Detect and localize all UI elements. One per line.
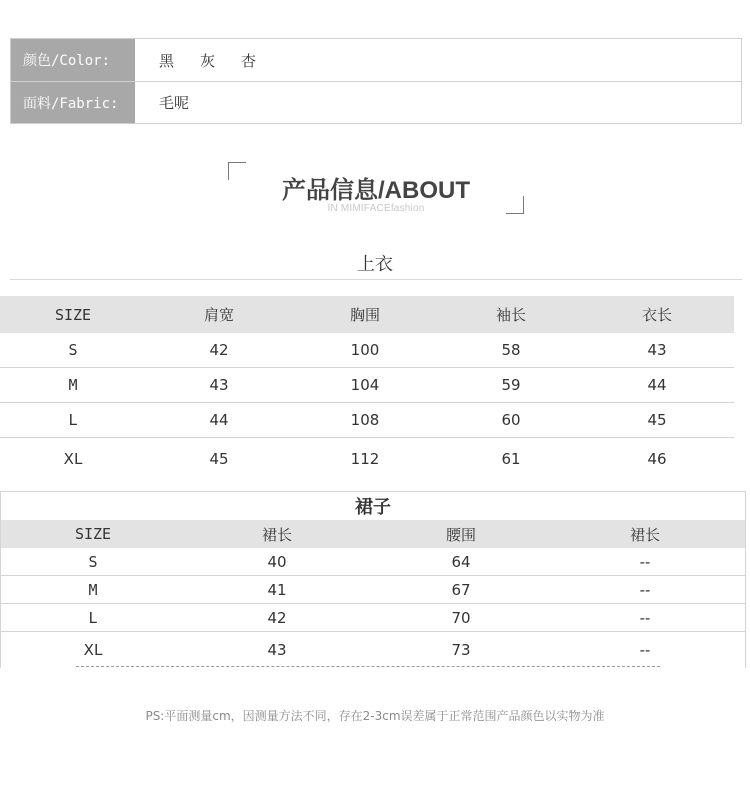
fabric-row bbox=[11, 81, 741, 123]
table-cell: 44 bbox=[647, 376, 667, 394]
table-row bbox=[1, 576, 745, 604]
table-cell: 46 bbox=[647, 450, 667, 468]
header-cell: 腰围 bbox=[445, 525, 476, 544]
table-cell: 64 bbox=[451, 552, 471, 571]
header-cell: 衣长 bbox=[641, 306, 672, 324]
table-row bbox=[0, 438, 734, 480]
table-cell: -- bbox=[639, 641, 651, 659]
top-size-table bbox=[0, 296, 734, 480]
table-cell: 61 bbox=[501, 450, 521, 468]
size-cell: S bbox=[68, 341, 78, 359]
table-cell: -- bbox=[639, 608, 651, 627]
fabric-label: 面料/Fabric: bbox=[11, 82, 135, 123]
table-cell: 43 bbox=[647, 341, 667, 359]
heading-subtitle: IN MIMIFACEfashion bbox=[327, 203, 425, 214]
table-header-row bbox=[1, 520, 745, 548]
header-cell: 袖长 bbox=[495, 306, 526, 324]
header-cell: SIZE bbox=[74, 525, 112, 543]
color-value: 灰 bbox=[200, 51, 216, 70]
divider bbox=[10, 279, 742, 280]
table-cell: 60 bbox=[501, 411, 521, 429]
table-cell: 70 bbox=[451, 608, 471, 627]
table-cell: 45 bbox=[209, 450, 229, 468]
table-row bbox=[1, 548, 745, 576]
table-cell: 112 bbox=[350, 450, 380, 468]
skirt-grid bbox=[1, 520, 745, 668]
size-cell: L bbox=[88, 608, 98, 627]
color-value: 黑 bbox=[159, 51, 175, 70]
skirt-section-title: 裙子 bbox=[355, 497, 391, 518]
table-cell: 58 bbox=[501, 341, 521, 359]
color-row bbox=[11, 39, 741, 81]
heading-title: 产品信息/ABOUT bbox=[282, 177, 470, 204]
color-label: 颜色/Color: bbox=[11, 39, 135, 81]
section-heading bbox=[228, 162, 524, 214]
table-row bbox=[1, 632, 745, 668]
header-cell: 肩宽 bbox=[203, 306, 234, 324]
table-cell: 42 bbox=[267, 608, 287, 627]
header-cell: 裙长 bbox=[261, 525, 292, 544]
table-row bbox=[0, 403, 734, 438]
table-cell: 43 bbox=[267, 641, 287, 659]
measurement-note: PS:平面测量cm，因测量方法不同，存在2-3cm误差属于正常范围产品颜色以实物为准 bbox=[145, 709, 605, 723]
fabric-value: 毛呢 bbox=[159, 94, 190, 112]
size-cell: S bbox=[88, 552, 98, 571]
top-section-title: 上衣 bbox=[357, 254, 393, 275]
table-cell: 41 bbox=[267, 580, 287, 599]
size-cell: XL bbox=[83, 641, 103, 659]
size-cell: XL bbox=[63, 450, 83, 468]
color-values bbox=[135, 39, 741, 81]
table-cell: -- bbox=[639, 552, 651, 571]
table-row bbox=[0, 368, 734, 403]
attribute-table bbox=[10, 38, 742, 124]
header-cell: 裙长 bbox=[629, 525, 660, 544]
table-header-row bbox=[0, 296, 734, 333]
table-row bbox=[1, 604, 745, 632]
table-cell: 42 bbox=[209, 341, 229, 359]
size-cell: M bbox=[88, 580, 98, 599]
table-cell: 43 bbox=[209, 376, 229, 394]
dashed-divider bbox=[76, 666, 660, 667]
header-cell: 胸围 bbox=[349, 306, 380, 324]
table-cell: 67 bbox=[451, 580, 471, 599]
table-cell: 59 bbox=[501, 376, 521, 394]
table-cell: 104 bbox=[350, 376, 380, 394]
table-cell: 45 bbox=[647, 411, 667, 429]
header-cell: SIZE bbox=[54, 305, 92, 324]
table-row bbox=[0, 333, 734, 368]
table-cell: 108 bbox=[350, 411, 380, 429]
table-cell: 44 bbox=[209, 411, 229, 429]
table-cell: 100 bbox=[350, 341, 380, 359]
size-cell: M bbox=[68, 376, 78, 394]
size-cell: L bbox=[68, 411, 78, 429]
table-cell: 40 bbox=[267, 552, 287, 571]
table-cell: 73 bbox=[451, 641, 471, 659]
color-value: 杏 bbox=[241, 51, 257, 70]
table-cell: -- bbox=[639, 580, 651, 599]
skirt-size-table bbox=[0, 491, 746, 668]
